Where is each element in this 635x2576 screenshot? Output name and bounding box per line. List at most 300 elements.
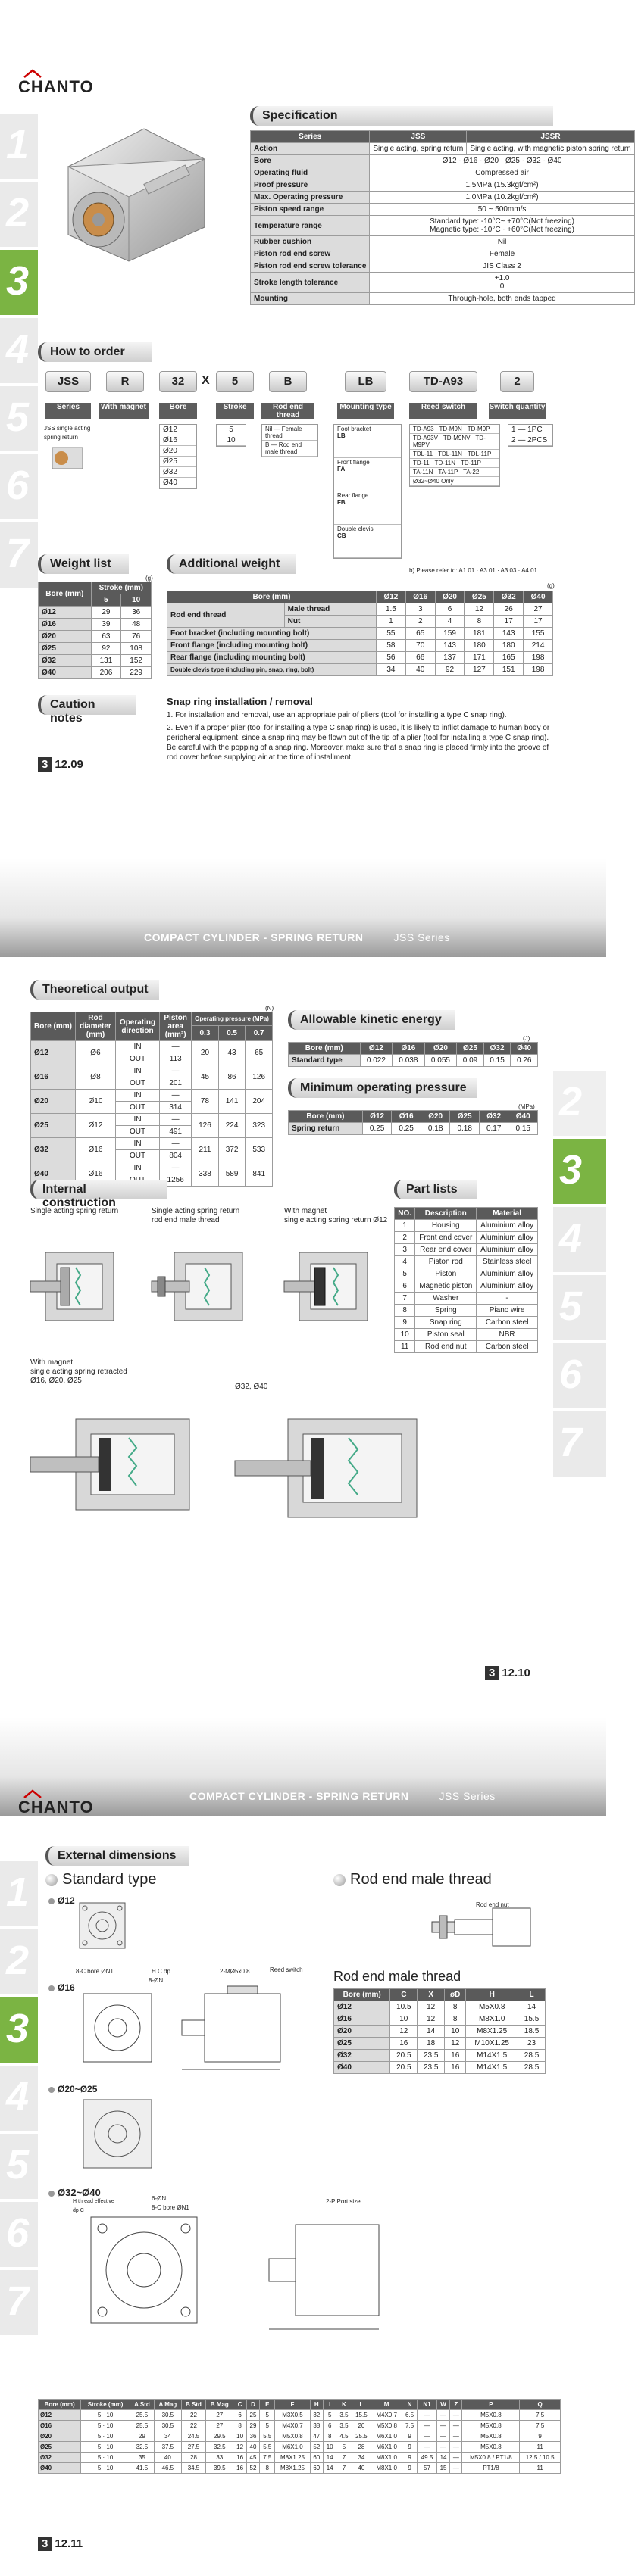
chapter-tab[interactable]: 6 — [553, 1343, 606, 1408]
mounting-name: Rear flange — [337, 492, 369, 499]
spec-label: Mounting — [251, 293, 370, 305]
dims-cell: 4.5 — [336, 2431, 352, 2442]
spec-label: Max. Operating pressure — [251, 192, 370, 204]
order-code-switch: TD-A93 — [409, 371, 477, 392]
dims-cell: — — [418, 2410, 437, 2421]
dims-row — [39, 2410, 561, 2421]
dims-cell: 11 — [520, 2442, 561, 2453]
internal-section-drawing — [152, 1237, 258, 1336]
dims-cell: 25.5 — [130, 2410, 154, 2421]
internal-caption-5: Ø32, Ø40 — [235, 1383, 268, 1391]
spec-value: Single acting, spring return — [370, 143, 467, 155]
dims-cell: 9 — [402, 2453, 417, 2463]
dims-cell: 3.5 — [336, 2421, 352, 2431]
chapter-tab[interactable]: 2 — [0, 182, 38, 247]
specification-heading: Specification — [250, 106, 553, 126]
part-row: 5 Piston Aluminium alloy — [395, 1268, 538, 1280]
spec-label: Bore — [251, 155, 370, 167]
dims-header: I — [324, 2400, 336, 2410]
order-label: Bore — [159, 403, 197, 419]
external-dimensions-heading: External dimensions — [45, 1846, 189, 1866]
dims-cell: 39.5 — [206, 2463, 233, 2474]
dims-cell: 27 — [206, 2410, 233, 2421]
dims-cell: 40 — [154, 2453, 181, 2463]
rod-row: Ø40 20.5 23.5 16 M14X1.5 28.5 — [334, 2062, 546, 2074]
spec-label: Piston rod end screw tolerance — [251, 260, 370, 273]
chapter-tab[interactable]: 7 — [0, 522, 38, 588]
chapter-tab[interactable]: 7 — [0, 2270, 38, 2335]
dims-header: B Mag — [206, 2400, 233, 2410]
chapter-tab[interactable]: 5 — [553, 1275, 606, 1340]
chapter-tab[interactable]: 6 — [0, 454, 38, 519]
rod-row: Ø12 10.5 12 8 M5X0.8 14 — [334, 2001, 546, 2013]
rod-row: Ø25 16 18 12 M10X1.25 23 — [334, 2038, 546, 2050]
dims-cell: 14 — [324, 2453, 336, 2463]
weight-row: Ø16 39 48 — [39, 619, 152, 631]
dims-cell: 34 — [154, 2431, 181, 2442]
dims-cell: — — [418, 2442, 437, 2453]
dims-cell: Ø40 — [39, 2463, 81, 2474]
kinetic-energy-heading: Allowable kinetic energy — [288, 1010, 455, 1030]
chapter-tab[interactable]: 7 — [553, 1411, 606, 1477]
rod-row: Ø32 20.5 23.5 16 M14X1.5 28.5 — [334, 2050, 546, 2062]
dims-cell: 5 — [336, 2442, 352, 2453]
dims-cell: 14 — [436, 2453, 449, 2463]
rod-end-desc: Rod end male thread — [265, 441, 302, 455]
dims-cell: 9 — [402, 2431, 417, 2442]
kinetic-energy-table: Bore (mm) Ø12 Ø16 Ø20 Ø25 Ø32 Ø40 Standard type 0.022 0.038 0.055 0.09 0.15 0.26 — [288, 1042, 538, 1067]
drawing-note: 6-ØN — [152, 2195, 167, 2202]
chapter-tab[interactable]: 5 — [0, 386, 38, 451]
mounting-name: Foot bracket — [337, 426, 371, 432]
mounting-code: LB — [337, 432, 346, 439]
spec-value: 1.5MPa (15.3kgf/cm²) — [370, 179, 634, 192]
dims-cell: M5X0.8 / PT1/8 — [462, 2453, 520, 2463]
dims-cell: 10 — [324, 2442, 336, 2453]
spec-value: 50 ~ 500mm/s — [370, 204, 634, 216]
spec-label: Piston rod end screw — [251, 248, 370, 260]
spec-value: 1.0MPa (10.2kgf/cm²) — [370, 192, 634, 204]
dims-cell: — — [418, 2431, 437, 2442]
internal-section-drawing — [30, 1396, 220, 1533]
standard-type-drawing — [76, 1979, 333, 2077]
chapter-tab[interactable]: 4 — [0, 318, 38, 383]
rod-end-heading: Rod end male thread — [333, 1871, 492, 1888]
rod-end-nut-note: Rod end nut — [476, 1901, 509, 1908]
catalog-page-2 — [0, 859, 606, 1717]
front-view-drawing — [76, 2092, 159, 2175]
dims-cell: 27 — [206, 2421, 233, 2431]
dims-cell: 45 — [246, 2453, 259, 2463]
specification-table — [250, 130, 635, 305]
dims-cell: 46.5 — [154, 2463, 181, 2474]
dims-cell: 57 — [418, 2463, 437, 2474]
dims-cell: 36 — [246, 2431, 259, 2442]
dims-cell: 12 — [233, 2442, 246, 2453]
dims-cell: 7.5 — [402, 2421, 417, 2431]
spec-value: Female — [370, 248, 634, 260]
external-dimensions-table — [38, 2399, 561, 2474]
spec-value: JIS Class 2 — [370, 260, 634, 273]
bullet-icon — [45, 1874, 58, 1886]
dims-cell: M8X1.25 — [275, 2463, 310, 2474]
dims-cell: — — [418, 2421, 437, 2431]
page-number: 3 12.10 — [485, 1666, 530, 1680]
spec-value: Compressed air — [370, 167, 634, 179]
dims-cell: M8X1.25 — [275, 2453, 310, 2463]
dims-cell: PT1/8 — [462, 2463, 520, 2474]
chapter-tab[interactable]: 5 — [0, 2134, 38, 2199]
dims-cell: 22 — [181, 2421, 205, 2431]
dims-header: E — [260, 2400, 275, 2410]
minimum-pressure-table: Bore (mm) Ø12 Ø16 Ø20 Ø25 Ø32 Ø40 Spring return 0.25 0.25 0.18 0.18 0.17 0.15 — [288, 1110, 538, 1135]
drawing-note: 8-C bore ØN1 — [76, 1968, 114, 1975]
internal-section-drawing — [235, 1404, 439, 1533]
dims-cell: M4X0.7 — [275, 2421, 310, 2431]
chapter-tab[interactable]: 4 — [553, 1207, 606, 1272]
dims-cell: 41.5 — [130, 2463, 154, 2474]
dims-cell: 12.5 / 10.5 — [520, 2453, 561, 2463]
order-code-series: JSS — [45, 371, 91, 392]
dims-header: K — [336, 2400, 352, 2410]
dims-cell: Ø25 — [39, 2442, 81, 2453]
spec-value: Ø12 · Ø16 · Ø20 · Ø25 · Ø32 · Ø40 — [370, 155, 634, 167]
dims-header: N1 — [418, 2400, 437, 2410]
dims-cell: 22 — [181, 2410, 205, 2421]
order-label: Rod end thread — [261, 403, 314, 419]
dims-header: W — [436, 2400, 449, 2410]
order-label: Switch quantity — [489, 403, 546, 419]
part-row: 3 Rear end cover Aluminium alloy — [395, 1244, 538, 1256]
how-to-order-heading: How to order — [38, 342, 152, 362]
quantity-options: 1 — 1PC 2 — 2PCS — [508, 424, 553, 447]
dims-cell: 5 · 10 — [81, 2442, 130, 2453]
dims-cell: 37.5 — [154, 2442, 181, 2453]
standard-type-heading: Standard type — [45, 1871, 157, 1888]
dims-cell: 3.5 — [336, 2410, 352, 2421]
dims-cell: 49.5 — [418, 2453, 437, 2463]
order-label: With magnet — [99, 403, 149, 419]
dims-row — [39, 2463, 561, 2474]
rod-end-code: B — [265, 441, 270, 448]
dims-cell: 10 — [233, 2431, 246, 2442]
dims-cell: — — [436, 2431, 449, 2442]
spec-label: Piston speed range — [251, 204, 370, 216]
drawing-note: 2-P Port size — [326, 2198, 361, 2205]
dims-cell: M5X0.8 — [462, 2431, 520, 2442]
theoretical-output-heading: Theoretical output — [30, 980, 159, 1000]
internal-caption-4: With magnet single acting spring retracted Ø16, Ø20, Ø25 — [30, 1358, 127, 1385]
dims-cell: 7 — [336, 2463, 352, 2474]
spec-value: Standard type: -10°C~ +70°C(Not freezing) Magnetic type: -10°C~ +60°C(Not freezing) — [370, 216, 634, 236]
bore-option: Ø20 — [160, 446, 196, 457]
internal-caption-3: With magnet single acting spring return Ø12 — [284, 1207, 388, 1224]
dims-row — [39, 2442, 561, 2453]
dims-header: Q — [520, 2400, 561, 2410]
dims-header: C — [233, 2400, 246, 2410]
rod-end-desc: Female thread — [265, 426, 302, 439]
dims-cell: 15 — [436, 2463, 449, 2474]
dims-cell: 8 — [324, 2431, 336, 2442]
stroke-options — [216, 424, 246, 447]
mounting-name: Front flange — [337, 459, 370, 466]
dims-cell: 8 — [233, 2421, 246, 2431]
dims-cell: M5X0.8 — [462, 2421, 520, 2431]
dims-cell: 6 — [233, 2410, 246, 2421]
order-code-magnet: R — [106, 371, 144, 392]
dims-cell: 5.5 — [260, 2442, 275, 2453]
dims-cell: 40 — [352, 2463, 371, 2474]
bore-options — [159, 424, 197, 489]
dims-cell: 6 — [324, 2421, 336, 2431]
dims-cell: 9 — [402, 2442, 417, 2453]
rod-end-table-title: Rod end male thread — [333, 1969, 461, 1984]
order-code-mounting: LB — [345, 371, 386, 392]
dims-cell: 20 — [352, 2421, 371, 2431]
bore-label-32-40: Ø32~Ø40 — [48, 2187, 101, 2198]
banner-title: COMPACT CYLINDER - SPRING RETURN JSS Series — [144, 931, 450, 943]
spec-value: +1.0 0 — [370, 273, 634, 293]
dims-cell: — — [436, 2410, 449, 2421]
order-label: Reed switch — [409, 403, 477, 419]
caution-subheading: Snap ring installation / removal — [167, 696, 313, 707]
bore-label-20-25: Ø20~Ø25 — [48, 2084, 97, 2094]
dims-cell: M5X0.8 — [462, 2442, 520, 2453]
order-code-quantity: 2 — [500, 371, 534, 392]
dims-cell: 47 — [310, 2431, 323, 2442]
part-lists-heading: Part lists — [394, 1180, 477, 1199]
kinetic-unit: (J) — [523, 1035, 530, 1042]
chapter-tabs — [0, 1861, 38, 2338]
dims-cell: 5 — [324, 2410, 336, 2421]
weight-row: Ø20 63 76 — [39, 631, 152, 643]
spec-header: Series — [251, 131, 370, 143]
dims-cell: M6X1.0 — [275, 2442, 310, 2453]
dims-cell: 5.5 — [260, 2431, 275, 2442]
part-row: 11 Rod end nut Carbon steel — [395, 1341, 538, 1353]
part-row: 2 Front end cover Aluminium alloy — [395, 1232, 538, 1244]
order-code-bore: 32 — [159, 371, 197, 392]
dims-cell: M5X0.8 — [462, 2410, 520, 2421]
page-number: 3 12.09 — [38, 757, 83, 772]
bore-option: Ø12 — [160, 425, 196, 435]
mounting-code: CB — [337, 532, 346, 539]
dims-cell: 29.5 — [206, 2431, 233, 2442]
dims-cell: 7.5 — [520, 2410, 561, 2421]
drawing-note: H.C dp — [152, 1968, 170, 1975]
dims-cell: 29 — [130, 2431, 154, 2442]
dims-cell: Ø32 — [39, 2453, 81, 2463]
dims-cell: M5X0.8 — [371, 2421, 402, 2431]
internal-caption-2: Single acting spring return rod end male thread — [152, 1207, 240, 1224]
internal-construction-heading: Internal construction — [30, 1180, 167, 1199]
dims-cell: 60 — [310, 2453, 323, 2463]
chapter-tab-active[interactable]: 3 — [0, 250, 38, 315]
dims-cell: M6X1.0 — [371, 2442, 402, 2453]
bore-option: Ø40 — [160, 478, 196, 488]
dims-header: Z — [450, 2400, 462, 2410]
dims-cell: 32.5 — [206, 2442, 233, 2453]
dims-row — [39, 2453, 561, 2463]
chanto-logo: CHANTO — [18, 70, 147, 100]
mounting-options — [333, 424, 402, 559]
weight-row: Ø12 29 36 — [39, 607, 152, 619]
chapter-tabs — [0, 114, 38, 591]
bore-label-12: Ø12 — [48, 1895, 75, 1906]
chapter-tab[interactable]: 4 — [0, 2066, 38, 2131]
part-row: 7 Washer - — [395, 1293, 538, 1305]
bullet-icon — [333, 1874, 346, 1886]
dims-header: A Std — [130, 2400, 154, 2410]
stroke-option: 10 — [217, 435, 246, 446]
part-row: 1 Housing Aluminium alloy — [395, 1220, 538, 1232]
dims-cell: 5 · 10 — [81, 2463, 130, 2474]
dims-cell: 5 — [260, 2410, 275, 2421]
part-row: 9 Snap ring Carbon steel — [395, 1317, 538, 1329]
rod-row: Ø16 10 12 8 M8X1.0 15.5 — [334, 2013, 546, 2026]
dims-cell: 7.5 — [260, 2453, 275, 2463]
dims-cell: 32 — [310, 2410, 323, 2421]
dims-cell: M8X1.0 — [371, 2463, 402, 2474]
drawing-note: 2-MØ5x0.8 — [220, 1968, 250, 1975]
dims-header: P — [462, 2400, 520, 2410]
part-row: 4 Piston rod Stainless steel — [395, 1256, 538, 1268]
caution-notes-heading: Caution notes — [38, 695, 136, 715]
internal-section-drawing — [30, 1237, 136, 1336]
order-separator: X — [202, 374, 210, 387]
dims-cell: 5 · 10 — [81, 2410, 130, 2421]
switch-options: TD-A93 · TD-M9N · TD-M9P TD-A93V · TD-M9NV · TD-M9PV TDL-11 · TDL-11N · TDL-11P TD-11 · TD-11N · TD-11P TA-11N · TA-11P · TA-22 Ø32~Ø40 Only — [409, 424, 500, 487]
rod-end-thread-table: Bore (mm) C X øD H L Ø12 10.5 12 8 M5X0.8 14 Ø16 10 12 8 M8X1.0 15.5 Ø20 12 14 10 M8X1.25 18.5 Ø25 16 18 12 M10X1.25 23 Ø32 20.5 23.5 16 M14X1.5 28.5 Ø40 20.5 23.5 16 M14X1.5 28.5 — [333, 1988, 546, 2074]
minimum-pressure-heading: Minimum operating pressure — [288, 1078, 477, 1098]
dims-cell: — — [450, 2453, 462, 2463]
min-pressure-unit: (MPa) — [518, 1103, 535, 1110]
dims-cell: — — [450, 2463, 462, 2474]
compact-cylinder-photo — [53, 114, 220, 265]
weight-list-heading: Weight list — [38, 554, 129, 574]
dims-cell: — — [450, 2421, 462, 2431]
bore-label-16: Ø16 — [48, 1982, 75, 1993]
bore-option: Ø32 — [160, 467, 196, 478]
dims-cell: 9 — [520, 2431, 561, 2442]
spec-value: Through-hole, both ends tapped — [370, 293, 634, 305]
spec-label: Proof pressure — [251, 179, 370, 192]
chapter-tab[interactable]: 2 — [553, 1071, 606, 1136]
dims-cell: 30.5 — [154, 2421, 181, 2431]
chanto-logo: CHANTO — [18, 1790, 147, 1820]
dims-cell: 25 — [246, 2410, 259, 2421]
dims-cell: — — [450, 2431, 462, 2442]
switch-reference-note: b) Please refer to: A1.01 · A3.01 · A3.03 · A4.01 — [409, 567, 537, 574]
additional-weight-table: Bore (mm) Ø12 Ø16 Ø20 Ø25 Ø32 Ø40 Rod end thread Male thread 1.5 3 6 12 26 27 Nut 1 2 4 8 17 17 Foot bracket (including mounting bolt) 55 65 159 181 143 155 Front flange (including mounting bolt) 58 70 143 180 180 214 Rear flange (including mounting bolt) 56 66 137 171 165 198 Double clevis type (including pin, snap, ring, bolt) 34 40 92 127 151 198 — [167, 591, 553, 676]
dims-cell: 27.5 — [181, 2442, 205, 2453]
spec-header: JSS — [370, 131, 467, 143]
dims-cell: 9 — [402, 2463, 417, 2474]
dims-cell: 7 — [336, 2453, 352, 2463]
chapter-tab[interactable]: 6 — [0, 2202, 38, 2267]
part-list-table: NO. Description Material 1 Housing Aluminium alloy 2 Front end cover Aluminium alloy 3 Rear end cover Aluminium alloy 4 Piston rod Stainless steel 5 Piston Aluminium alloy 6 Magnetic piston Aluminium alloy 7 Washer - 8 Spring Piano wire 9 Snap ring Carbon steel 10 Piston seal NBR 11 Rod end nut Carbon steel — [394, 1207, 538, 1353]
dims-cell: 52 — [310, 2442, 323, 2453]
dims-cell: M3X0.5 — [275, 2410, 310, 2421]
chapter-tab[interactable]: 2 — [0, 1929, 38, 1994]
series-note: JSS single acting spring return — [44, 425, 91, 441]
dims-cell: 14 — [324, 2463, 336, 2474]
order-label: Mounting type — [337, 403, 394, 419]
bore-32-40-drawing — [76, 2210, 394, 2338]
order-code-rod-end: B — [269, 371, 307, 392]
order-code-stroke: 5 — [216, 371, 254, 392]
chapter-tab[interactable]: 1 — [0, 1861, 38, 1926]
dims-cell: 38 — [310, 2421, 323, 2431]
dims-header: L — [352, 2400, 371, 2410]
order-label: Stroke — [216, 403, 254, 419]
dims-cell: — — [436, 2421, 449, 2431]
weight-table: Bore (mm) Stroke (mm) 5 10 Ø12 29 36 Ø16 39 48 Ø20 63 76 Ø25 92 108 Ø32 131 152 Ø40 206 229 — [38, 582, 152, 679]
theoretical-unit: (N) — [265, 1005, 274, 1012]
dims-cell: 28 — [352, 2442, 371, 2453]
internal-caption-1: Single acting spring return — [30, 1207, 119, 1215]
rod-end-code: Nil — [265, 426, 273, 432]
spec-header: JSSR — [467, 131, 634, 143]
dims-cell: 24.5 — [181, 2431, 205, 2442]
dims-cell: 6.5 — [402, 2410, 417, 2421]
bore-option: Ø25 — [160, 457, 196, 467]
dims-header: A Mag — [154, 2400, 181, 2410]
dims-cell: 29 — [246, 2421, 259, 2431]
catalog-page-3 — [0, 1717, 606, 2576]
dims-cell: 25.5 — [352, 2431, 371, 2442]
dims-header: N — [402, 2400, 417, 2410]
part-row: 6 Magnetic piston Aluminium alloy — [395, 1280, 538, 1293]
series-thumbnail-icon — [49, 443, 87, 473]
chapter-tab-active[interactable]: 3 — [553, 1139, 606, 1204]
additional-weight-heading: Additional weight — [167, 554, 296, 574]
mounting-code: FB — [337, 499, 346, 506]
spec-label: Rubber cushion — [251, 236, 370, 248]
dims-cell: 32.5 — [130, 2442, 154, 2453]
part-row: 8 Spring Piano wire — [395, 1305, 538, 1317]
mounting-name: Double clevis — [337, 525, 374, 532]
spec-label: Temperature range — [251, 216, 370, 236]
dims-cell: Ø20 — [39, 2431, 81, 2442]
dims-header: B Std — [181, 2400, 205, 2410]
chapter-tab-active[interactable]: 3 — [0, 1997, 38, 2063]
rod-end-options: Nil — Female thread B — Rod end male thread — [261, 424, 318, 457]
catalog-page-1 — [0, 0, 631, 859]
part-row: 10 Piston seal NBR — [395, 1329, 538, 1341]
dims-cell: 25.5 — [130, 2421, 154, 2431]
weight-row: Ø25 92 108 — [39, 643, 152, 655]
caution-item-1: 1. For installation and removal, use an appropriate pair of pliers (tool for installing a type C snap ring). — [167, 711, 507, 719]
drawing-note: 8-C bore ØN1 — [152, 2204, 189, 2211]
banner-title: COMPACT CYLINDER - SPRING RETURN JSS Series — [189, 1790, 496, 1802]
bore-option: Ø16 — [160, 435, 196, 446]
spec-label: Stroke length tolerance — [251, 273, 370, 293]
stroke-option: 5 — [217, 425, 246, 435]
dims-header: F — [275, 2400, 310, 2410]
order-label: Series — [45, 403, 91, 419]
dims-cell: 69 — [310, 2463, 323, 2474]
dims-cell: 52 — [246, 2463, 259, 2474]
drawing-note: 8-ØN — [149, 1977, 164, 1984]
spec-label: Operating fluid — [251, 167, 370, 179]
dims-cell: Ø16 — [39, 2421, 81, 2431]
dims-cell: 33 — [206, 2453, 233, 2463]
chapter-tab[interactable]: 1 — [0, 114, 38, 179]
front-view-drawing — [76, 1899, 129, 1952]
dims-cell: 15.5 — [352, 2410, 371, 2421]
dims-cell: 16 — [233, 2463, 246, 2474]
